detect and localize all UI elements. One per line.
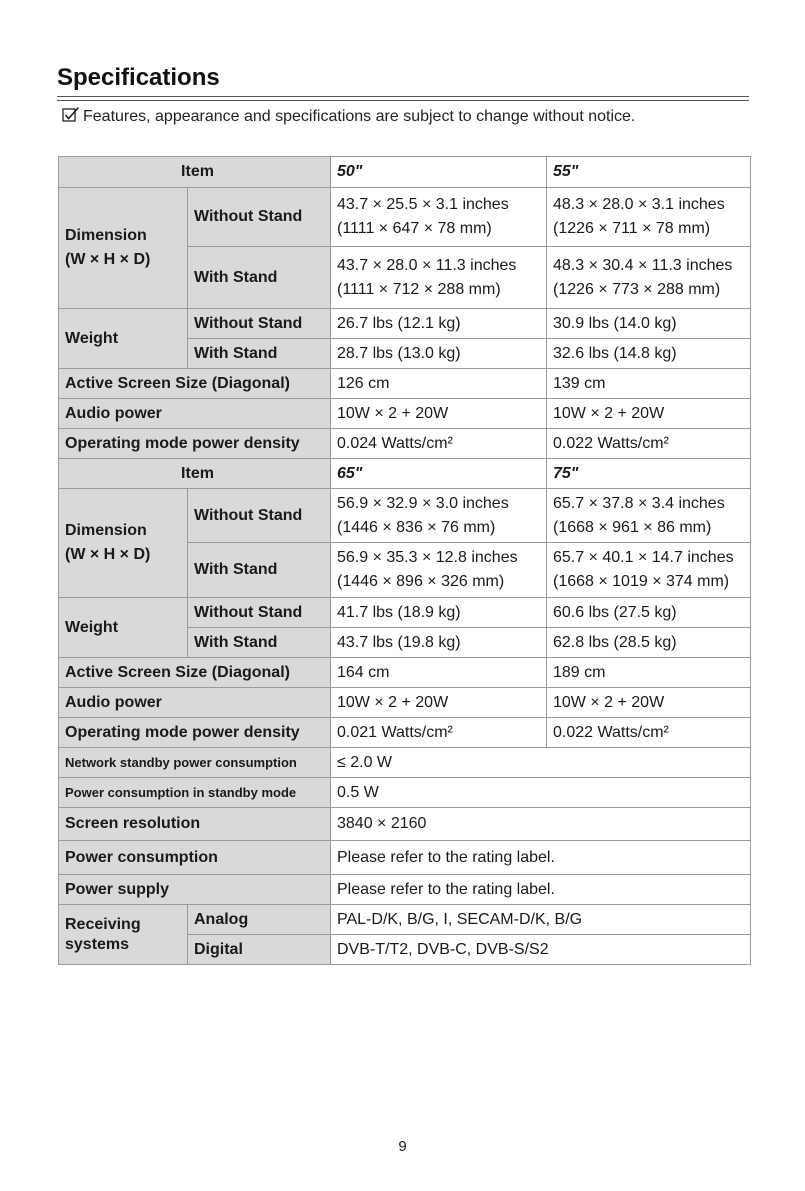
table-cell: 26.7 lbs (12.1 kg) xyxy=(331,309,547,339)
table-cell: 0.021 Watts/cm² xyxy=(331,718,547,748)
checkbox-checked-icon xyxy=(62,106,83,127)
table-cell: 0.022 Watts/cm² xyxy=(547,718,751,748)
audio-power-label: Audio power xyxy=(59,399,331,429)
specifications-table xyxy=(58,156,751,965)
weight-label: Weight xyxy=(59,598,188,658)
with-stand-label: With Stand xyxy=(188,543,331,598)
page-title: Specifications xyxy=(57,64,220,91)
item-header: Item xyxy=(59,459,331,489)
model-header: 55" xyxy=(547,157,751,188)
table-row xyxy=(59,808,751,841)
table-row xyxy=(59,658,751,688)
table-row xyxy=(59,778,751,808)
table-cell: 126 cm xyxy=(331,369,547,399)
analog-label: Analog xyxy=(188,905,331,935)
table-cell: 30.9 lbs (14.0 kg) xyxy=(547,309,751,339)
table-row xyxy=(59,188,751,247)
table-cell: 32.6 lbs (14.8 kg) xyxy=(547,339,751,369)
table-cell: ≤ 2.0 W xyxy=(331,748,751,778)
active-screen-label: Active Screen Size (Diagonal) xyxy=(59,658,331,688)
net-standby-label: Network standby power consumption xyxy=(59,748,331,778)
resolution-label: Screen resolution xyxy=(59,808,331,841)
title-rule xyxy=(57,96,749,97)
dimension-label: Dimension (W × H × D) xyxy=(59,188,188,309)
table-cell: 10W × 2 + 20W xyxy=(547,688,751,718)
table-cell: 10W × 2 + 20W xyxy=(547,399,751,429)
op-density-label: Operating mode power density xyxy=(59,718,331,748)
table-row xyxy=(59,369,751,399)
table-cell: Please refer to the rating label. xyxy=(331,841,751,875)
table-row xyxy=(59,841,751,875)
with-stand-label: With Stand xyxy=(188,247,331,309)
table-cell: 48.3 × 30.4 × 11.3 inches (1226 × 773 × 288 mm) xyxy=(547,247,751,309)
receiving-systems-label: Receiving systems xyxy=(59,905,188,965)
table-cell: 48.3 × 28.0 × 3.1 inches (1226 × 711 × 78 mm) xyxy=(547,188,751,247)
notice-text: Features, appearance and specifications are subject to change without notice. xyxy=(83,107,636,125)
table-row xyxy=(59,905,751,935)
table-row xyxy=(59,157,751,188)
table-cell: 65.7 × 37.8 × 3.4 inches (1668 × 961 × 86 mm) xyxy=(547,489,751,543)
item-header: Item xyxy=(59,157,331,188)
without-stand-label: Without Stand xyxy=(188,598,331,628)
table-row xyxy=(59,429,751,459)
weight-label: Weight xyxy=(59,309,188,369)
table-cell: DVB-T/T2, DVB-C, DVB-S/S2 xyxy=(331,935,751,965)
without-stand-label: Without Stand xyxy=(188,489,331,543)
table-cell: 62.8 lbs (28.5 kg) xyxy=(547,628,751,658)
table-cell: 43.7 lbs (19.8 kg) xyxy=(331,628,547,658)
table-row xyxy=(59,598,751,628)
with-stand-label: With Stand xyxy=(188,339,331,369)
standby-mode-label: Power consumption in standby mode xyxy=(59,778,331,808)
without-stand-label: Without Stand xyxy=(188,188,331,247)
table-cell: 65.7 × 40.1 × 14.7 inches (1668 × 1019 × 374 mm) xyxy=(547,543,751,598)
notice xyxy=(62,106,635,127)
model-header: 50" xyxy=(331,157,547,188)
table-cell: 0.024 Watts/cm² xyxy=(331,429,547,459)
table-cell: 0.022 Watts/cm² xyxy=(547,429,751,459)
model-header: 65" xyxy=(331,459,547,489)
table-cell: 164 cm xyxy=(331,658,547,688)
digital-label: Digital xyxy=(188,935,331,965)
table-cell: 139 cm xyxy=(547,369,751,399)
power-consumption-label: Power consumption xyxy=(59,841,331,875)
table-cell: 43.7 × 25.5 × 3.1 inches (1111 × 647 × 78 mm) xyxy=(331,188,547,247)
title-rule-thin xyxy=(57,100,749,101)
page-number: 9 xyxy=(398,1138,407,1155)
table-cell: 10W × 2 + 20W xyxy=(331,688,547,718)
table-cell: 43.7 × 28.0 × 11.3 inches (1111 × 712 × 288 mm) xyxy=(331,247,547,309)
table-row xyxy=(59,875,751,905)
op-density-label: Operating mode power density xyxy=(59,429,331,459)
audio-power-label: Audio power xyxy=(59,688,331,718)
table-cell: PAL-D/K, B/G, I, SECAM-D/K, B/G xyxy=(331,905,751,935)
table-cell: 10W × 2 + 20W xyxy=(331,399,547,429)
table-cell: 3840 × 2160 xyxy=(331,808,751,841)
with-stand-label: With Stand xyxy=(188,628,331,658)
table-cell: 60.6 lbs (27.5 kg) xyxy=(547,598,751,628)
table-cell: 56.9 × 32.9 × 3.0 inches (1446 × 836 × 76 mm) xyxy=(331,489,547,543)
table-cell: 189 cm xyxy=(547,658,751,688)
dimension-label: Dimension (W × H × D) xyxy=(59,489,188,598)
model-header: 75" xyxy=(547,459,751,489)
active-screen-label: Active Screen Size (Diagonal) xyxy=(59,369,331,399)
table-cell: 28.7 lbs (13.0 kg) xyxy=(331,339,547,369)
table-cell: 41.7 lbs (18.9 kg) xyxy=(331,598,547,628)
table-row xyxy=(59,459,751,489)
table-row xyxy=(59,489,751,543)
table-row xyxy=(59,688,751,718)
table-cell: Please refer to the rating label. xyxy=(331,875,751,905)
table-cell: 0.5 W xyxy=(331,778,751,808)
power-supply-label: Power supply xyxy=(59,875,331,905)
table-row xyxy=(59,309,751,339)
table-row xyxy=(59,718,751,748)
table-row xyxy=(59,748,751,778)
without-stand-label: Without Stand xyxy=(188,309,331,339)
table-cell: 56.9 × 35.3 × 12.8 inches (1446 × 896 × 326 mm) xyxy=(331,543,547,598)
table-row xyxy=(59,399,751,429)
